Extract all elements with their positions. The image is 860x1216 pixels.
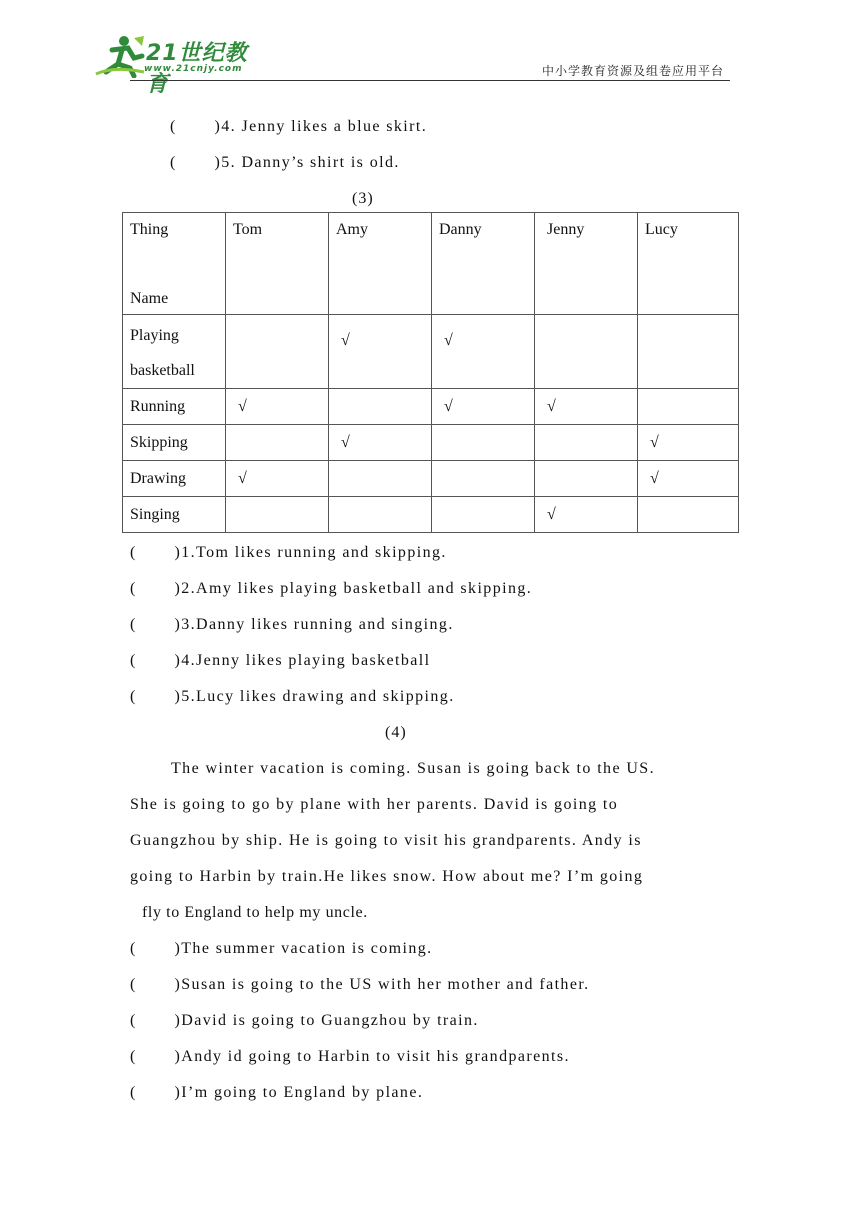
passage-line: The winter vacation is coming. Susan is going back to the US. xyxy=(171,760,656,777)
table-mark-cell: √ xyxy=(329,425,432,461)
logo-text: 21世纪教育 xyxy=(146,41,248,97)
table-mark-cell: √ xyxy=(535,389,638,425)
s2-question-5: ( )5. Danny’s shirt is old. xyxy=(170,154,400,171)
s4-question-3: ( )David is going to Guangzhou by train. xyxy=(130,1012,479,1029)
table-mark-cell xyxy=(432,425,535,461)
s4-question-2: ( )Susan is going to the US with her mother and father. xyxy=(130,976,590,993)
section-3-label: (3) xyxy=(352,190,374,207)
table-mark-cell xyxy=(638,315,739,389)
table-mark-cell xyxy=(638,497,739,533)
table-mark-cell: √ xyxy=(432,389,535,425)
header-divider xyxy=(130,80,730,81)
table-corner-cell xyxy=(123,213,226,315)
table-thing-cell xyxy=(123,315,226,389)
corner-name-label: Name xyxy=(130,290,169,307)
table-mark-cell xyxy=(638,389,739,425)
table-mark-cell xyxy=(535,425,638,461)
table-header-name: Danny xyxy=(432,213,535,315)
table-thing-cell: Singing xyxy=(123,497,226,533)
table-thing-cell: Drawing xyxy=(123,461,226,497)
table-thing-cell: Running xyxy=(123,389,226,425)
site-logo xyxy=(94,34,264,97)
table-mark-cell: √ xyxy=(226,389,329,425)
s3-question-2: ( )2.Amy likes playing basketball and skipping. xyxy=(130,580,533,597)
table-mark-cell xyxy=(535,315,638,389)
table-mark-cell: √ xyxy=(535,497,638,533)
table-header-name: Jenny xyxy=(535,213,638,315)
table-mark-cell xyxy=(329,497,432,533)
table-mark-cell xyxy=(226,315,329,389)
table-mark-cell: √ xyxy=(329,315,432,389)
table-mark-cell xyxy=(226,497,329,533)
s3-question-4: ( )4.Jenny likes playing basketball xyxy=(130,652,431,669)
table-mark-cell: √ xyxy=(638,425,739,461)
table-header-name: Tom xyxy=(226,213,329,315)
page-header xyxy=(0,0,860,97)
logo-url: www.21cnjy.com xyxy=(144,64,243,74)
thing-label-line: basketball xyxy=(130,362,195,379)
table-row xyxy=(123,497,739,533)
table-row xyxy=(123,461,739,497)
passage-line: Guangzhou by ship. He is going to visit his grandparents. Andy is xyxy=(130,832,642,849)
table-header-row xyxy=(123,213,739,315)
table-mark-cell xyxy=(329,461,432,497)
table-mark-cell xyxy=(226,425,329,461)
table-row xyxy=(123,315,739,389)
table-mark-cell: √ xyxy=(226,461,329,497)
passage-line: She is going to go by plane with her parents. David is going to xyxy=(130,796,619,813)
table-mark-cell: √ xyxy=(432,315,535,389)
passage-line: fly to England to help my uncle. xyxy=(142,904,368,921)
corner-thing-label: Thing xyxy=(130,221,169,238)
s4-question-5: ( )I’m going to England by plane. xyxy=(130,1084,424,1101)
s2-question-4: ( )4. Jenny likes a blue skirt. xyxy=(170,118,428,135)
table-thing-cell: Skipping xyxy=(123,425,226,461)
s3-question-3: ( )3.Danny likes running and singing. xyxy=(130,616,454,633)
table-mark-cell xyxy=(329,389,432,425)
header-platform-text: 中小学教育资源及组卷应用平台 xyxy=(541,64,724,78)
table-row xyxy=(123,425,739,461)
table-header-name: Amy xyxy=(329,213,432,315)
table-header-name: Lucy xyxy=(638,213,739,315)
activity-table xyxy=(122,212,739,533)
s4-question-4: ( )Andy id going to Harbin to visit his grandparents. xyxy=(130,1048,570,1065)
table-mark-cell: √ xyxy=(638,461,739,497)
passage-line: going to Harbin by train.He likes snow. How about me? I’m going xyxy=(130,868,644,885)
table-row xyxy=(123,389,739,425)
section-4-label: (4) xyxy=(385,724,407,741)
table-mark-cell xyxy=(535,461,638,497)
s3-question-1: ( )1.Tom likes running and skipping. xyxy=(130,544,447,561)
table-mark-cell xyxy=(432,461,535,497)
table-mark-cell xyxy=(432,497,535,533)
thing-label-line: Playing xyxy=(130,327,179,344)
s4-question-1: ( )The summer vacation is coming. xyxy=(130,940,433,957)
s3-question-5: ( )5.Lucy likes drawing and skipping. xyxy=(130,688,455,705)
runner-logo-icon xyxy=(94,34,146,78)
